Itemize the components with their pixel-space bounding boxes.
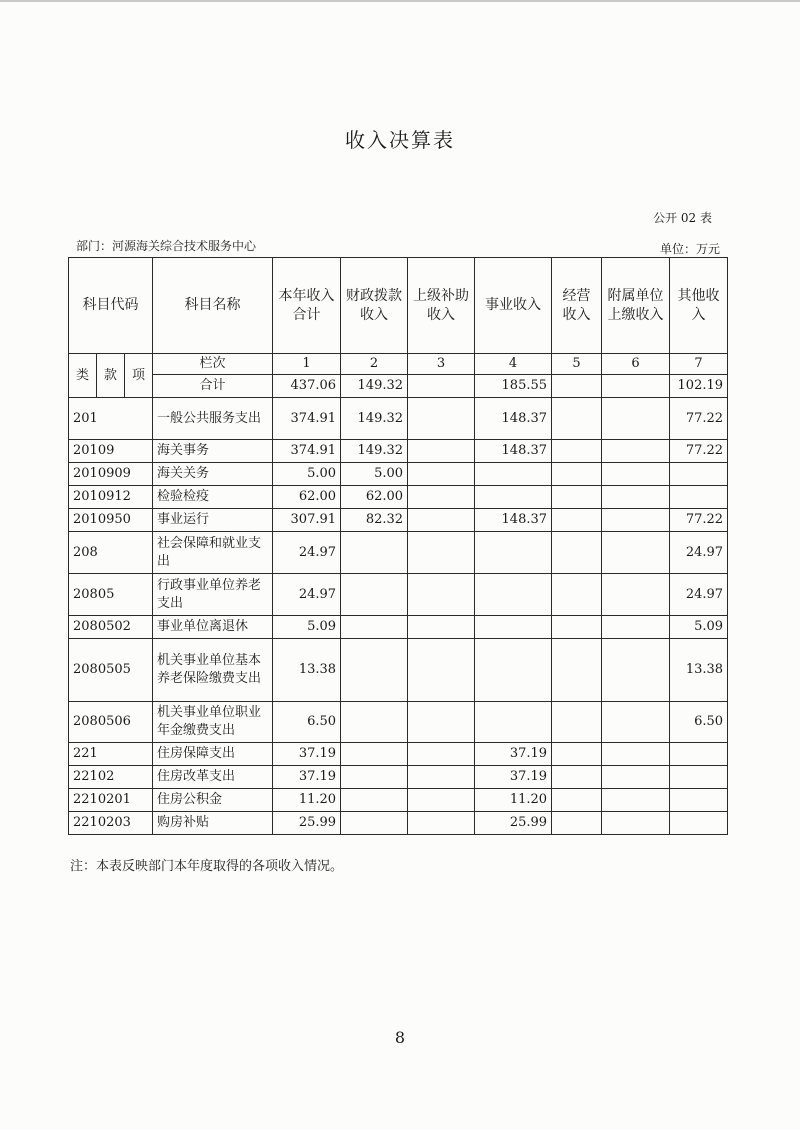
- row-value: [602, 486, 670, 509]
- top-border-line: [0, 0, 800, 2]
- column-number: 2: [341, 354, 408, 375]
- row-value: [670, 766, 728, 789]
- table-row: [69, 812, 728, 835]
- row-code: 2010912: [69, 486, 153, 509]
- row-code: 2080505: [69, 639, 153, 702]
- column-number-row: [69, 354, 728, 375]
- sub-header-kuan: 款: [97, 354, 125, 398]
- table-note: 注：本表反映部门本年度取得的各项收入情况。: [70, 859, 344, 874]
- row-value: [341, 702, 408, 743]
- row-value: [552, 743, 602, 766]
- header-code: 科目代码: [69, 258, 153, 354]
- row-value: [475, 616, 552, 639]
- lanci-label: 栏次: [153, 354, 273, 375]
- header-superior: 上级补助收入: [408, 258, 475, 354]
- row-value: [408, 812, 475, 835]
- row-value: 5.09: [670, 616, 728, 639]
- row-value: 77.22: [670, 398, 728, 440]
- table-row: [69, 616, 728, 639]
- row-value: [670, 486, 728, 509]
- total-cell: 185.55: [475, 375, 552, 398]
- row-value: 149.32: [341, 398, 408, 440]
- page-number: 8: [394, 1028, 406, 1047]
- row-value: [552, 463, 602, 486]
- row-value: [408, 398, 475, 440]
- row-code: 2010950: [69, 509, 153, 532]
- column-number: 4: [475, 354, 552, 375]
- row-value: [475, 532, 552, 574]
- row-value: [602, 440, 670, 463]
- row-code: 20805: [69, 574, 153, 616]
- total-cell: [408, 375, 475, 398]
- unit-label: 单位：万元: [659, 242, 720, 256]
- total-cell: 149.32: [341, 375, 408, 398]
- row-value: [408, 532, 475, 574]
- row-value: 37.19: [273, 743, 341, 766]
- row-value: [341, 812, 408, 835]
- row-value: 82.32: [341, 509, 408, 532]
- table-row: [69, 440, 728, 463]
- row-code: 22102: [69, 766, 153, 789]
- row-value: 62.00: [341, 486, 408, 509]
- row-value: [475, 463, 552, 486]
- row-value: [408, 463, 475, 486]
- table-body: [69, 398, 728, 835]
- table-row: [69, 639, 728, 702]
- table-row: [69, 789, 728, 812]
- table-row: [69, 702, 728, 743]
- row-value: [408, 509, 475, 532]
- row-value: 11.20: [475, 789, 552, 812]
- header-name: 科目名称: [153, 258, 273, 354]
- row-value: [552, 789, 602, 812]
- total-row: [69, 375, 728, 398]
- row-value: 24.97: [670, 574, 728, 616]
- table-row: [69, 532, 728, 574]
- row-value: 149.32: [341, 440, 408, 463]
- row-value: 77.22: [670, 440, 728, 463]
- row-code: 221: [69, 743, 153, 766]
- row-value: [670, 463, 728, 486]
- table-row: [69, 486, 728, 509]
- department-label: 部门：河源海关综合技术服务中心: [76, 239, 257, 253]
- row-value: [552, 532, 602, 574]
- header-total: 本年收入合计: [273, 258, 341, 354]
- row-value: [670, 743, 728, 766]
- header-other: 其他收入: [670, 258, 728, 354]
- row-value: 24.97: [670, 532, 728, 574]
- row-name: 事业单位离退休: [153, 616, 273, 639]
- table-row: [69, 463, 728, 486]
- row-code: 208: [69, 532, 153, 574]
- total-cell: 102.19: [670, 375, 728, 398]
- row-name: 海关关务: [153, 463, 273, 486]
- row-value: [602, 574, 670, 616]
- row-value: [341, 789, 408, 812]
- total-label: 合计: [153, 375, 273, 398]
- row-value: [408, 743, 475, 766]
- row-value: [341, 743, 408, 766]
- row-value: 6.50: [670, 702, 728, 743]
- row-name: 住房公积金: [153, 789, 273, 812]
- row-name: 住房改革支出: [153, 766, 273, 789]
- row-value: [552, 766, 602, 789]
- row-value: [552, 702, 602, 743]
- row-value: 13.38: [670, 639, 728, 702]
- row-value: [552, 509, 602, 532]
- row-value: [552, 812, 602, 835]
- table-row: [69, 766, 728, 789]
- row-value: [341, 639, 408, 702]
- row-value: [602, 702, 670, 743]
- row-name: 机关事业单位基本养老保险缴费支出: [153, 639, 273, 702]
- row-code: 2080506: [69, 702, 153, 743]
- row-name: 事业运行: [153, 509, 273, 532]
- row-code: 2210203: [69, 812, 153, 835]
- row-value: [552, 639, 602, 702]
- row-value: [602, 532, 670, 574]
- row-name: 购房补贴: [153, 812, 273, 835]
- column-number: 7: [670, 354, 728, 375]
- row-value: 62.00: [273, 486, 341, 509]
- row-value: 13.38: [273, 639, 341, 702]
- row-value: [341, 616, 408, 639]
- table-row: [69, 574, 728, 616]
- page-title: 收入决算表: [345, 128, 455, 152]
- header-business: 事业收入: [475, 258, 552, 354]
- column-number: 6: [602, 354, 670, 375]
- row-value: 37.19: [475, 766, 552, 789]
- row-value: [670, 812, 728, 835]
- row-value: [408, 766, 475, 789]
- row-value: [408, 486, 475, 509]
- row-code: 2210201: [69, 789, 153, 812]
- header-fiscal: 财政拨款收入: [341, 258, 408, 354]
- total-cell: 437.06: [273, 375, 341, 398]
- total-cell: [602, 375, 670, 398]
- header-operating: 经营收入: [552, 258, 602, 354]
- column-number: 3: [408, 354, 475, 375]
- row-value: [408, 574, 475, 616]
- row-value: [408, 702, 475, 743]
- row-value: [341, 766, 408, 789]
- row-value: [475, 639, 552, 702]
- row-name: 住房保障支出: [153, 743, 273, 766]
- row-value: [475, 574, 552, 616]
- row-name: 行政事业单位养老支出: [153, 574, 273, 616]
- row-value: 374.91: [273, 440, 341, 463]
- row-value: 5.00: [341, 463, 408, 486]
- row-value: 148.37: [475, 440, 552, 463]
- row-value: 374.91: [273, 398, 341, 440]
- row-value: 5.09: [273, 616, 341, 639]
- row-value: [408, 440, 475, 463]
- column-number: 1: [273, 354, 341, 375]
- row-value: 24.97: [273, 574, 341, 616]
- table-row: [69, 398, 728, 440]
- row-code: 2080502: [69, 616, 153, 639]
- row-value: [602, 398, 670, 440]
- header-row: [69, 258, 728, 354]
- row-value: [602, 639, 670, 702]
- row-value: [552, 398, 602, 440]
- row-code: 2010909: [69, 463, 153, 486]
- income-table: [68, 257, 728, 835]
- row-value: [602, 789, 670, 812]
- row-value: [408, 639, 475, 702]
- row-value: [552, 440, 602, 463]
- row-value: 37.19: [475, 743, 552, 766]
- row-value: [602, 509, 670, 532]
- row-code: 201: [69, 398, 153, 440]
- row-value: [552, 486, 602, 509]
- row-value: [341, 574, 408, 616]
- row-value: 25.99: [273, 812, 341, 835]
- row-value: 148.37: [475, 398, 552, 440]
- row-value: [341, 532, 408, 574]
- column-number: 5: [552, 354, 602, 375]
- header-affiliated: 附属单位上缴收入: [602, 258, 670, 354]
- row-value: 307.91: [273, 509, 341, 532]
- row-code: 20109: [69, 440, 153, 463]
- row-name: 机关事业单位职业年金缴费支出: [153, 702, 273, 743]
- row-value: 5.00: [273, 463, 341, 486]
- row-value: [670, 789, 728, 812]
- row-value: 11.20: [273, 789, 341, 812]
- row-value: 37.19: [273, 766, 341, 789]
- row-value: [602, 743, 670, 766]
- table-row: [69, 509, 728, 532]
- row-value: [408, 789, 475, 812]
- table-row: [69, 743, 728, 766]
- row-value: 77.22: [670, 509, 728, 532]
- row-name: 检验检疫: [153, 486, 273, 509]
- row-value: [552, 616, 602, 639]
- form-number: 公开 02 表: [653, 211, 712, 225]
- row-value: [475, 486, 552, 509]
- row-value: [408, 616, 475, 639]
- row-value: [602, 616, 670, 639]
- row-value: 6.50: [273, 702, 341, 743]
- row-value: [602, 463, 670, 486]
- row-value: 148.37: [475, 509, 552, 532]
- row-value: [602, 766, 670, 789]
- row-name: 一般公共服务支出: [153, 398, 273, 440]
- row-value: 25.99: [475, 812, 552, 835]
- row-value: [475, 702, 552, 743]
- total-cell: [552, 375, 602, 398]
- row-value: [552, 574, 602, 616]
- sub-header-xiang: 项: [125, 354, 153, 398]
- row-value: 24.97: [273, 532, 341, 574]
- row-name: 社会保障和就业支出: [153, 532, 273, 574]
- row-value: [602, 812, 670, 835]
- row-name: 海关事务: [153, 440, 273, 463]
- sub-header-lei: 类: [69, 354, 97, 398]
